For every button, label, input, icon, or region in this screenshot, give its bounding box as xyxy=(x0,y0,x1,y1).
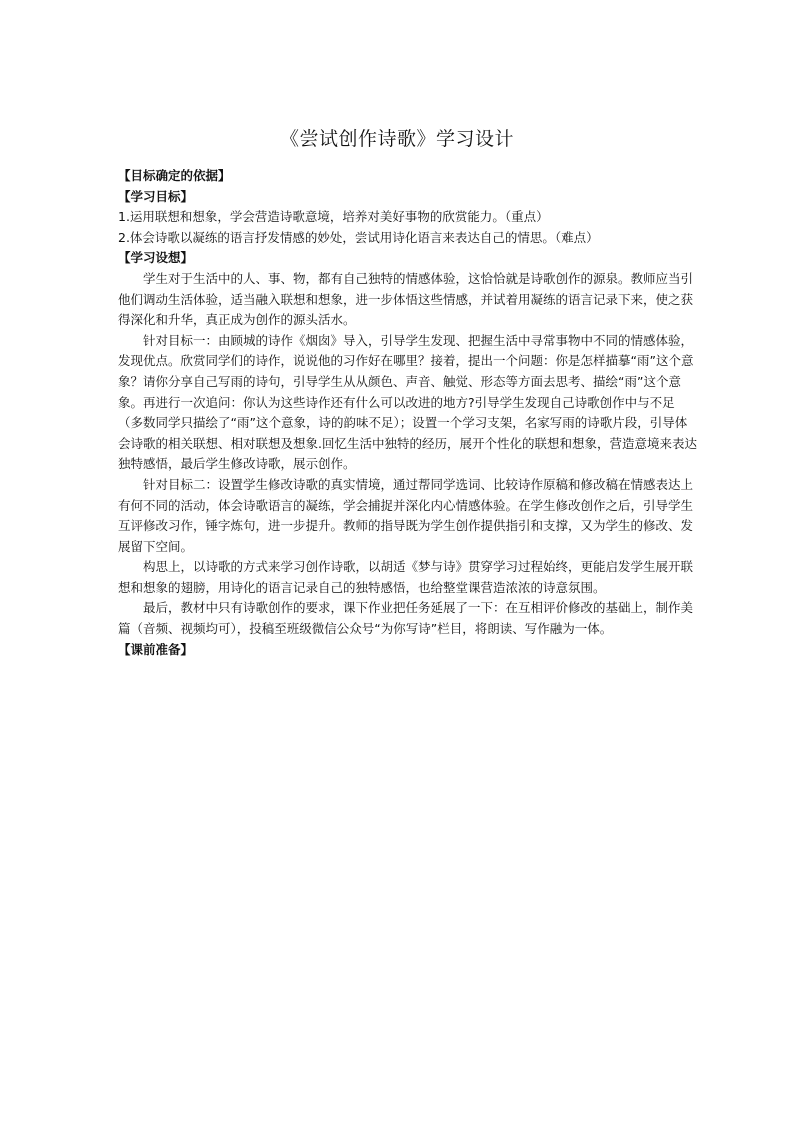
design-paragraph-1: 学生对于生活中的人、事、物，都有自己独特的情感体验，这恰恰就是诗歌创作的源泉。教师应当引他们调动生活体验，适当融入联想和想象，进一步体悟这些情感，并试着用凝练的语言记录下来，使之获得深化和升华，真正成为创作的源头活水。 xyxy=(118,270,694,328)
goal-item-1: 1.运用联想和想象，学会营造诗歌意境，培养对美好事物的欣赏能力。（重点） xyxy=(118,209,549,225)
design-paragraph-2: 针对目标一：由顾城的诗作《烟囱》导入，引导学生发现、把握生活中寻常事物中不同的情感体验，发现优点。欣赏同学们的诗作，说说他的习作好在哪里？接着，提出一个问题：你是怎样描摹“雨”这个意象？请你分享自己写雨的诗句，引导学生从从颜色、声音、触觉、形态等方面去思考、描绘“雨”这个意象。再进行一次追问：你认为这些诗作还有什么可以改进的地方?引导学生发现自己诗歌创作中与不足（多数同学只描绘了“雨”这个意象，诗的韵味不足）；设置一个学习支架，名家写雨的诗歌片段，引导体会诗歌的相关联想、相对联想及想象.回忆生活中独特的经历，展开个性化的联想和想象，营造意境来表达独特感悟，最后学生修改诗歌，展示创作。 xyxy=(118,332,697,472)
design-paragraph-5: 最后，教材中只有诗歌创作的要求，课下作业把任务延展了一下：在互相评价修改的基础上，制作美篇（音频、视频均可），投稿至班级微信公众号“为你写诗”栏目，将朗读、写作融为一体。 xyxy=(118,600,694,637)
document-title: 《尝试创作诗歌》学习设计 xyxy=(279,128,514,150)
document-body xyxy=(118,166,698,660)
design-paragraph-3: 针对目标二：设置学生修改诗歌的真实情境，通过帮同学选词、比较诗作原稿和修改稿在情感表达上有何不同的活动，体会诗歌语言的凝练，学会捕捉并深化内心情感体验。在学生修改创作之后，引导学生互评修改习作，锤字炼句，进一步提升。教师的指导既为学生创作提供指引和支撑，又为学生的修改、发展留下空间。 xyxy=(118,476,694,554)
section-heading-basis: 【目标确定的依据】 xyxy=(118,168,231,183)
section-heading-design: 【学习设想】 xyxy=(118,250,194,266)
section-heading-goals: 【学习目标】 xyxy=(118,188,194,204)
goal-item-2: 2.体会诗歌以凝练的语言抒发情感的妙处，尝试用诗化语言来表达自己的情思。（难点） xyxy=(118,229,599,245)
design-paragraph-4: 构思上，以诗歌的方式来学习创作诗歌，以胡适《梦与诗》贯穿学习过程始终，更能启发学生展开联想和想象的翅膀，用诗化的语言记录自己的独特感悟，也给整堂课营造浓浓的诗意氛围。 xyxy=(118,559,694,595)
section-heading-preparation: 【课前准备】 xyxy=(118,641,194,657)
